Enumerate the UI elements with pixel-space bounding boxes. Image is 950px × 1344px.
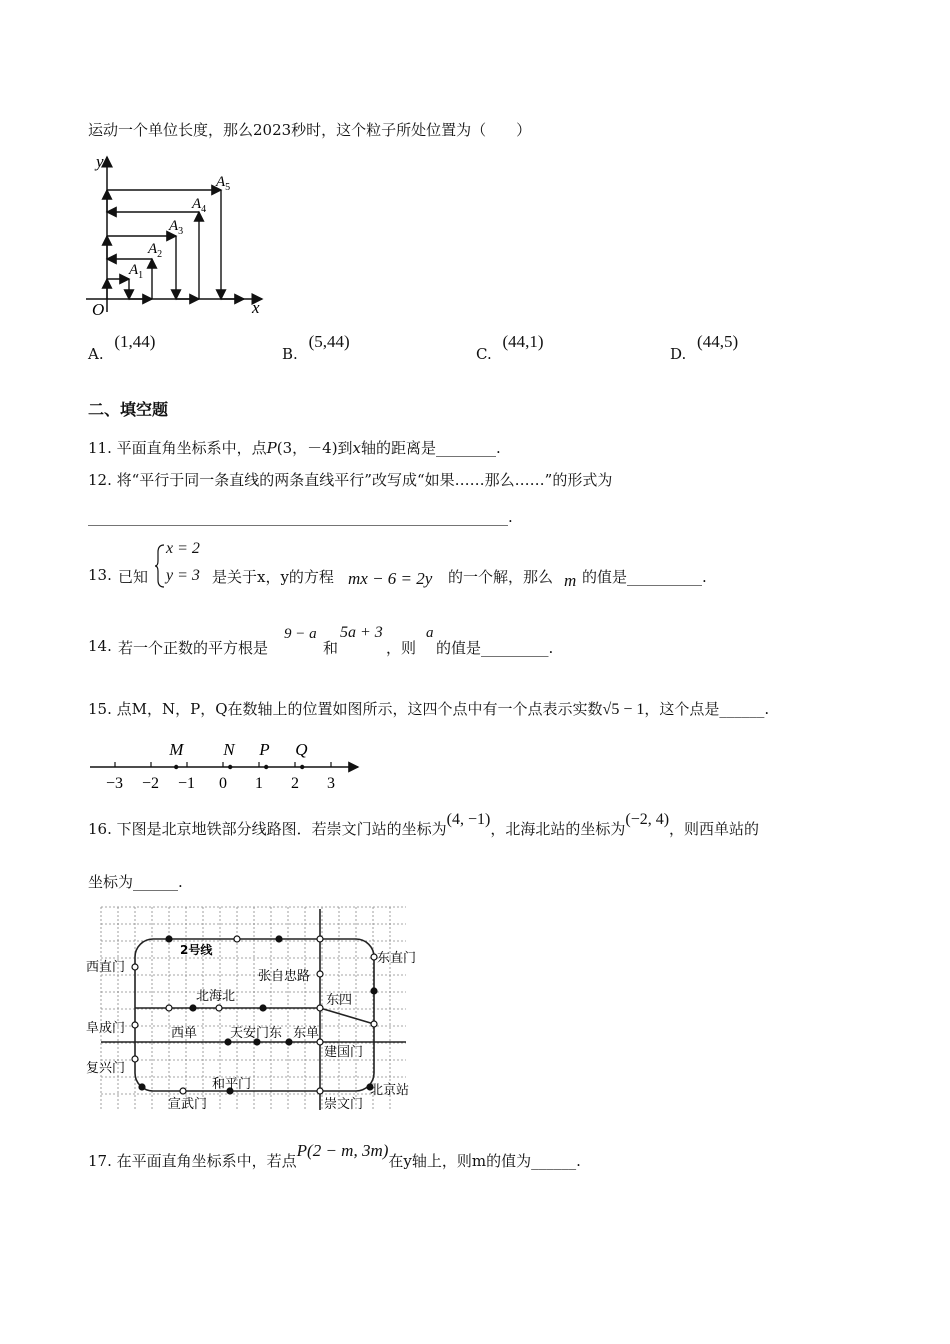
expr-9-a: 9 − a (284, 626, 317, 642)
station-dot (286, 1039, 292, 1045)
station-dot (371, 1021, 377, 1027)
origin-label: O (92, 300, 105, 319)
station-beijingzhan: 北京站 (370, 1083, 410, 1098)
option-c-label: C. (476, 345, 492, 363)
number-line-points (168, 740, 307, 769)
q10-figure (84, 152, 274, 322)
station-zhangzizhonglu: 张自忠路 (258, 969, 311, 984)
station-fuxingmen: 复兴门 (86, 1061, 126, 1076)
station-fuchengmen: 阜成门 (86, 1021, 126, 1036)
tick-label: 1 (255, 775, 263, 792)
point-label-a3: $A_3$ (169, 218, 184, 237)
point-label-P: P (259, 740, 270, 759)
point-P (264, 765, 268, 769)
station-beihaibei: 北海北 (196, 989, 236, 1004)
section-title: 二、填空题 (88, 400, 169, 419)
station-dot (166, 1005, 172, 1011)
axis-x-label: x (252, 298, 260, 317)
question-17: 17. 在平面直角坐标系中，若点P(2 − m, 3m)在y轴上，则m的值为______. (88, 1141, 581, 1170)
tick-label: 2 (291, 775, 299, 792)
question-16: 16. 下图是北京地铁部分线路图．若崇文门站的坐标为(4, −1)，北海北站的坐标为(−2, 4)，则西单站的 (88, 811, 760, 838)
point-label-N: N (223, 740, 235, 759)
station-dot (317, 1005, 323, 1011)
station-dot (234, 936, 240, 942)
point-M (174, 765, 178, 769)
station-xidan: 西单 (171, 1026, 198, 1041)
tick-label: 3 (327, 775, 335, 792)
question-12: 12. 将“平行于同一条直线的两条直线平行”改写成“如果……那么……”的形式为 (88, 471, 613, 489)
station-tiananmendong: 天安门东 (230, 1026, 283, 1041)
option-a[interactable] (88, 332, 156, 364)
point-label-a5: $A_5$ (216, 174, 231, 193)
station-xuanwumen: 宣武门 (168, 1097, 208, 1112)
point-label-M: M (169, 740, 184, 759)
question-15: 15. 点M，N，P，Q在数轴上的位置如图所示，这四个点中有一个点表示实数√5 − 1，这个点是______. (88, 700, 770, 718)
point-label-a4: $A_4$ (192, 196, 207, 215)
q10-text: 运动一个单位长度，那么2023秒时，这个粒子所处位置为（ ） (88, 121, 532, 139)
station-dot (132, 1022, 138, 1028)
system-eq-1: x = 2 (166, 540, 200, 557)
station-dot (132, 964, 138, 970)
station-chongwenmen: 崇文门 (324, 1097, 364, 1112)
station-dot (166, 936, 172, 942)
question-13: 13. 已知 x = 2 y = 3 是关于x，y的方程 mx − 6 = 2y 的一个解，那么 m 的值是__________. (88, 540, 707, 590)
point-N (228, 765, 232, 769)
option-b[interactable] (282, 332, 350, 364)
sqrt5-minus-1: √5 − 1 (602, 701, 645, 718)
station-dot (216, 1005, 222, 1011)
question-12-blank[interactable]: ________________________________________________________. (88, 508, 513, 526)
option-a-label: A. (88, 345, 104, 363)
expr-5a-3: 5a + 3 (340, 624, 383, 641)
station-dot (276, 936, 282, 942)
point-label-Q: Q (295, 740, 308, 759)
station-dot (260, 1005, 266, 1011)
axis-y-label: y (96, 152, 104, 171)
station-hepingmen: 和平门 (212, 1077, 252, 1092)
option-c[interactable] (476, 332, 544, 364)
tick-label: 0 (219, 775, 227, 792)
station-dongdan: 东单 (293, 1026, 320, 1041)
line-2-loop (135, 939, 374, 1091)
equation: mx − 6 = 2y (348, 569, 433, 588)
coord-chongwenmen: (4, −1) (446, 811, 491, 828)
option-d[interactable] (670, 332, 739, 364)
question-14: 14. 若一个正数的平方根是 9 − a 和 5a + 3 ，则 a 的值是_________. (88, 624, 554, 657)
option-b-label: B. (282, 345, 298, 363)
option-c-value: (44,1) (502, 332, 544, 351)
line-2-label: 2号线 (180, 943, 213, 957)
question-16-line2: 坐标为______. (88, 873, 183, 891)
station-dongzhimen: 东直门 (377, 951, 416, 966)
expr-p: P(2 − m, 3m) (296, 1141, 389, 1160)
tick-label: −3 (106, 775, 124, 792)
point-label-a1: $A_1$ (129, 262, 144, 281)
station-dot (139, 1084, 145, 1090)
station-dot (317, 971, 323, 977)
option-d-value: (44,5) (697, 332, 739, 351)
station-dot (371, 988, 377, 994)
question-11: 11. 平面直角坐标系中，点P(3，－4)到x轴的距离是________. (88, 439, 501, 457)
number-line (88, 735, 378, 795)
station-dongsi: 东四 (326, 993, 353, 1008)
tick-label: −1 (178, 775, 196, 792)
point-label-a2: $A_2$ (148, 241, 163, 260)
option-d-label: D. (670, 345, 687, 363)
station-dot (180, 1088, 186, 1094)
option-a-value: (1,44) (114, 332, 156, 351)
station-dot (190, 1005, 196, 1011)
point-Q (300, 765, 304, 769)
subway-map (86, 904, 416, 1116)
station-jianguomen: 建国门 (324, 1045, 364, 1060)
station-xizhimen: 西直门 (86, 960, 126, 975)
tick-label: −2 (142, 775, 160, 792)
system-eq-2: y = 3 (166, 567, 200, 584)
option-b-value: (5,44) (308, 332, 350, 351)
station-dot (317, 936, 323, 942)
station-dot (317, 1088, 323, 1094)
station-dot (132, 1056, 138, 1062)
brace-icon (154, 544, 166, 588)
coord-beihaibei: (−2, 4) (625, 811, 670, 828)
